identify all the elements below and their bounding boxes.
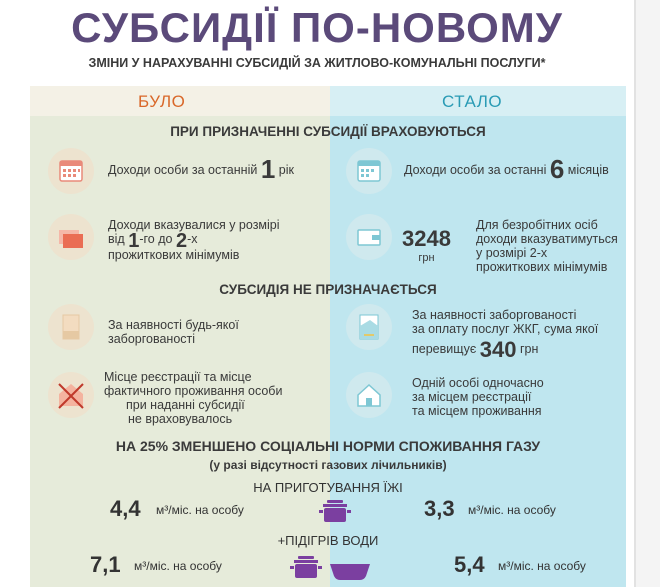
after-debt-condition: За наявності заборгованості за оплату послуг ЖКГ, сума якої перевищує 340 грн	[412, 308, 599, 362]
screen-right-edge	[634, 0, 660, 587]
heating-before-unit: м³/міс. на особу	[134, 559, 222, 573]
before-debt-condition: За наявності будь-якої заборгованості	[108, 318, 239, 346]
before-income-period: Доходи особи за останній 1 рік	[108, 154, 294, 184]
cooking-after-value: 3,3	[424, 496, 455, 521]
cooking-before-unit: м³/міс. на особу	[156, 503, 244, 517]
after-income-period: Доходи особи за останні 6 місяців	[404, 154, 609, 184]
column-after-label: СТАЛО	[442, 92, 503, 111]
pot-icon	[319, 500, 351, 529]
column-before-label: БУЛО	[138, 92, 186, 111]
cooking-before-value: 4,4	[110, 496, 141, 521]
receipt-icon	[346, 304, 392, 350]
pot-heating-icon	[290, 556, 322, 585]
cooking-label: НА ПРИГОТУВАННЯ ЇЖІ	[253, 480, 403, 495]
heating-after-unit: м³/міс. на особу	[498, 559, 586, 573]
house-crossed-icon	[48, 372, 94, 418]
bathtub-icon	[330, 562, 370, 587]
after-registration: Одній особі одночасно за місцем реєстрації та місцем проживання	[412, 376, 544, 418]
gas-norms-note: (у разі відсутності газових лічильників)	[209, 458, 447, 472]
cooking-after-unit: м³/міс. на особу	[468, 503, 556, 517]
section-considered-heading: ПРИ ПРИЗНАЧЕННІ СУБСИДІЇ ВРАХОВУЮТЬСЯ	[170, 124, 486, 139]
before-registration: Місце реєстрації та місце фактичного проживання особи при наданні субсидії не враховувалось	[104, 370, 283, 426]
money-icon	[48, 214, 94, 260]
page-subtitle: ЗМІНИ У НАРАХУВАННІ СУБСИДІЙ ЗА ЖИТЛОВО-КОМУНАЛЬНІ ПОСЛУГИ*	[88, 56, 546, 70]
after-income-minimums: Для безробітних осіб доходи вказуватимуться у розмірі 2-х прожиткових мінімумів	[476, 218, 618, 274]
wallet-icon	[346, 214, 392, 260]
bill-icon	[48, 304, 94, 350]
calendar-icon	[48, 148, 94, 194]
page-title: СУБСИДІЇ ПО-НОВОМУ	[71, 4, 563, 51]
house-icon	[346, 372, 392, 418]
screen-left-edge	[0, 0, 8, 587]
heating-before-value: 7,1	[90, 552, 121, 577]
infographic	[8, 0, 626, 587]
section-not-granted-heading: СУБСИДІЯ НЕ ПРИЗНАЧАЄТЬСЯ	[219, 282, 437, 297]
after-income-amount: 3248 грн	[402, 226, 451, 264]
gas-norms-heading: НА 25% ЗМЕНШЕНО СОЦІАЛЬНІ НОРМИ СПОЖИВАННЯ ГАЗУ	[115, 438, 541, 454]
heating-label: +ПІДІГРІВ ВОДИ	[277, 533, 379, 548]
heating-after-value: 5,4	[454, 552, 485, 577]
before-income-minimums: Доходи вказувалися у розмірі від 1-го до 2-х прожиткових мінімумів	[108, 218, 280, 262]
calendar-half-icon	[346, 148, 392, 194]
